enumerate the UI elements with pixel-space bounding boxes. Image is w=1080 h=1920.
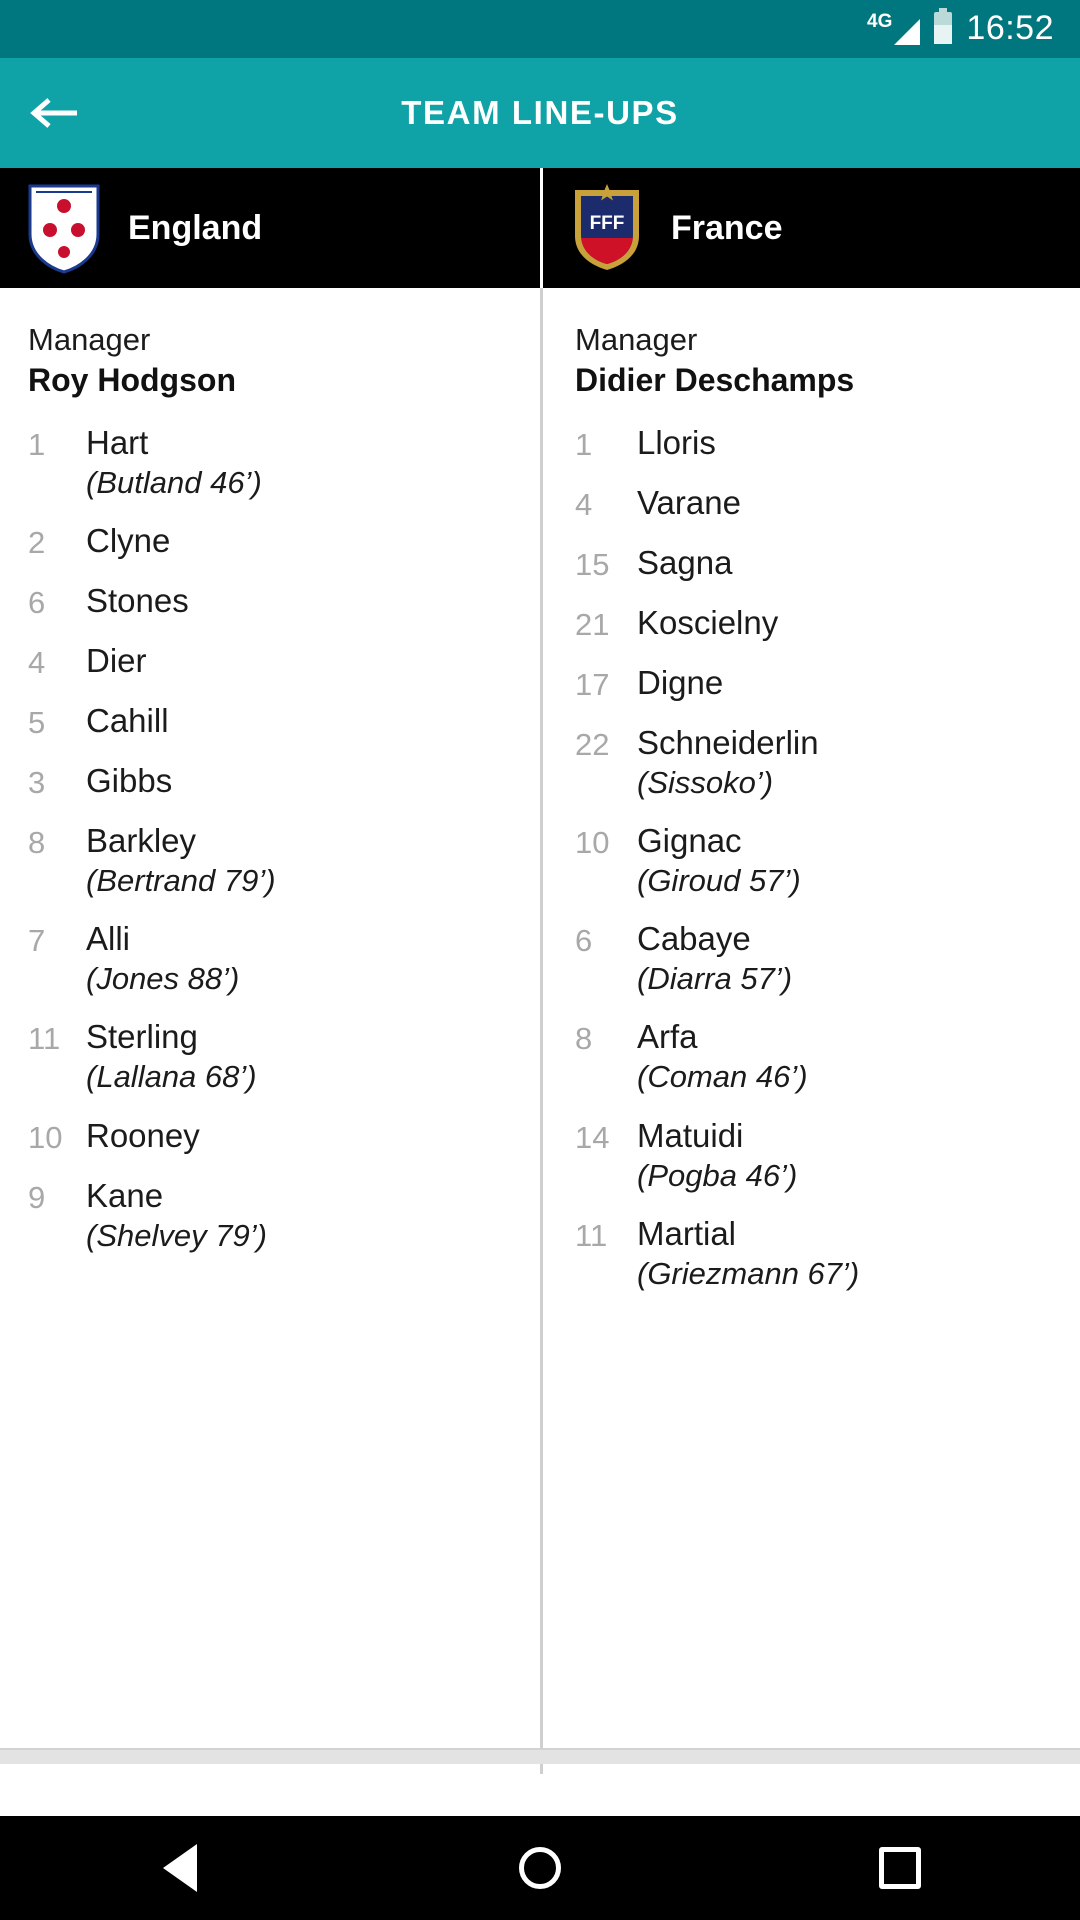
player-number: 6	[28, 585, 46, 621]
list-item[interactable]	[28, 823, 512, 899]
back-button[interactable]	[0, 58, 110, 168]
nav-home-button[interactable]	[480, 1816, 600, 1920]
player-name: Sagna	[637, 544, 733, 581]
bottom-spacer	[0, 1764, 1080, 1816]
player-name: Schneiderlin	[637, 724, 819, 761]
player-name: Rooney	[86, 1116, 200, 1154]
player-substitution: (Lallana 68’)	[86, 1059, 257, 1095]
nav-recents-icon	[879, 1847, 921, 1889]
player-number: 2	[28, 525, 46, 561]
player-name: Varane	[637, 484, 741, 521]
signal-indicator	[867, 12, 920, 47]
list-item[interactable]	[28, 425, 512, 501]
player-name: Cahill	[86, 702, 169, 740]
list-item[interactable]	[28, 583, 512, 621]
list-item[interactable]	[575, 725, 1052, 801]
player-number: 10	[28, 1119, 63, 1155]
list-item[interactable]	[28, 1019, 512, 1095]
player-number: 3	[28, 765, 46, 801]
player-number: 4	[28, 645, 46, 681]
list-item[interactable]	[575, 425, 1052, 463]
player-name: Martial	[637, 1214, 737, 1252]
list-item[interactable]	[575, 605, 1052, 643]
system-nav-bar	[0, 1816, 1080, 1920]
lineups-panel	[0, 288, 1080, 1748]
list-item[interactable]	[575, 1019, 1052, 1095]
list-item[interactable]	[28, 1118, 512, 1156]
list-item[interactable]	[28, 523, 512, 561]
player-substitution: (Pogba 46’)	[637, 1157, 798, 1193]
nav-home-icon	[519, 1847, 561, 1889]
player-number: 11	[575, 1217, 608, 1253]
player-name: Arfa	[637, 1018, 698, 1056]
player-name: Lloris	[637, 424, 716, 461]
list-item[interactable]	[28, 763, 512, 801]
signal-triangle-icon	[894, 19, 920, 45]
list-item[interactable]	[575, 665, 1052, 703]
player-number: 15	[575, 547, 610, 582]
manager-name: Didier Deschamps	[575, 362, 855, 398]
player-name: Dier	[86, 642, 147, 680]
player-number: 4	[575, 487, 593, 522]
player-substitution: (Shelvey 79’)	[86, 1217, 267, 1253]
player-number: 1	[28, 427, 46, 462]
battery-icon	[934, 12, 952, 44]
lineup-column-england	[0, 288, 540, 1748]
england-crest-icon	[26, 182, 102, 274]
player-name: Clyne	[86, 522, 171, 560]
player-number: 8	[28, 825, 46, 861]
nav-back-button[interactable]	[120, 1816, 240, 1920]
player-number: 9	[28, 1179, 46, 1215]
player-number: 1	[575, 427, 593, 462]
team-name-label: England	[128, 208, 263, 247]
app-bar	[0, 58, 1080, 168]
player-name: Digne	[637, 664, 724, 701]
arrow-left-icon	[29, 93, 81, 133]
network-type-label: 4G	[867, 10, 893, 32]
player-substitution: (Sissoko’)	[637, 764, 774, 800]
player-number: 11	[28, 1021, 61, 1057]
player-substitution: (Diarra 57’)	[637, 961, 793, 997]
player-substitution: (Giroud 57’)	[637, 863, 801, 899]
player-number: 14	[575, 1119, 610, 1155]
list-item[interactable]	[28, 643, 512, 681]
tab-team-france[interactable]	[540, 168, 1080, 288]
content-divider	[0, 1748, 1080, 1764]
player-substitution: (Bertrand 79’)	[86, 863, 276, 899]
manager-label: Manager	[28, 322, 151, 357]
player-name: Hart	[86, 424, 149, 461]
list-item[interactable]	[28, 921, 512, 997]
status-clock: 16:52	[966, 8, 1054, 47]
tab-team-england[interactable]	[0, 168, 540, 288]
list-item[interactable]	[575, 823, 1052, 899]
list-item[interactable]	[28, 1178, 512, 1254]
player-name: Kane	[86, 1176, 164, 1214]
lineup-column-france	[540, 288, 1080, 1748]
player-number: 8	[575, 1021, 593, 1057]
svg-text:FFF: FFF	[589, 213, 625, 234]
player-name: Barkley	[86, 822, 197, 860]
list-item[interactable]	[575, 921, 1052, 997]
player-name: Sterling	[86, 1018, 198, 1056]
player-name: Stones	[86, 582, 189, 620]
player-substitution: (Butland 46’)	[86, 464, 262, 500]
player-number: 17	[575, 667, 610, 702]
list-item[interactable]	[575, 1216, 1052, 1292]
team-tabs	[0, 168, 1080, 288]
player-number: 7	[28, 923, 46, 959]
player-substitution: (Coman 46’)	[637, 1059, 808, 1095]
list-item[interactable]	[575, 485, 1052, 523]
player-number: 21	[575, 607, 610, 642]
player-name: Alli	[86, 920, 131, 958]
status-bar	[0, 0, 1080, 58]
player-number: 22	[575, 727, 610, 762]
manager-name: Roy Hodgson	[28, 362, 236, 398]
list-item[interactable]	[575, 1118, 1052, 1194]
player-substitution: (Jones 88’)	[86, 961, 240, 997]
player-number: 10	[575, 825, 610, 861]
player-number: 5	[28, 705, 46, 741]
page-title: TEAM LINE-UPS	[401, 94, 679, 131]
team-name-label: France	[671, 208, 783, 247]
player-name: Gignac	[637, 822, 742, 860]
player-name: Cabaye	[637, 920, 751, 958]
player-name: Gibbs	[86, 762, 173, 800]
nav-recents-button[interactable]	[840, 1816, 960, 1920]
list-item[interactable]	[28, 703, 512, 741]
player-name: Koscielny	[637, 604, 779, 641]
france-crest-icon	[569, 182, 645, 274]
nav-back-icon	[163, 1844, 197, 1892]
player-substitution: (Griezmann 67’)	[637, 1255, 860, 1291]
player-name: Matuidi	[637, 1116, 744, 1154]
player-number: 6	[575, 923, 593, 959]
list-item[interactable]	[575, 545, 1052, 583]
column-seam	[540, 1764, 543, 1774]
manager-label: Manager	[575, 322, 698, 357]
